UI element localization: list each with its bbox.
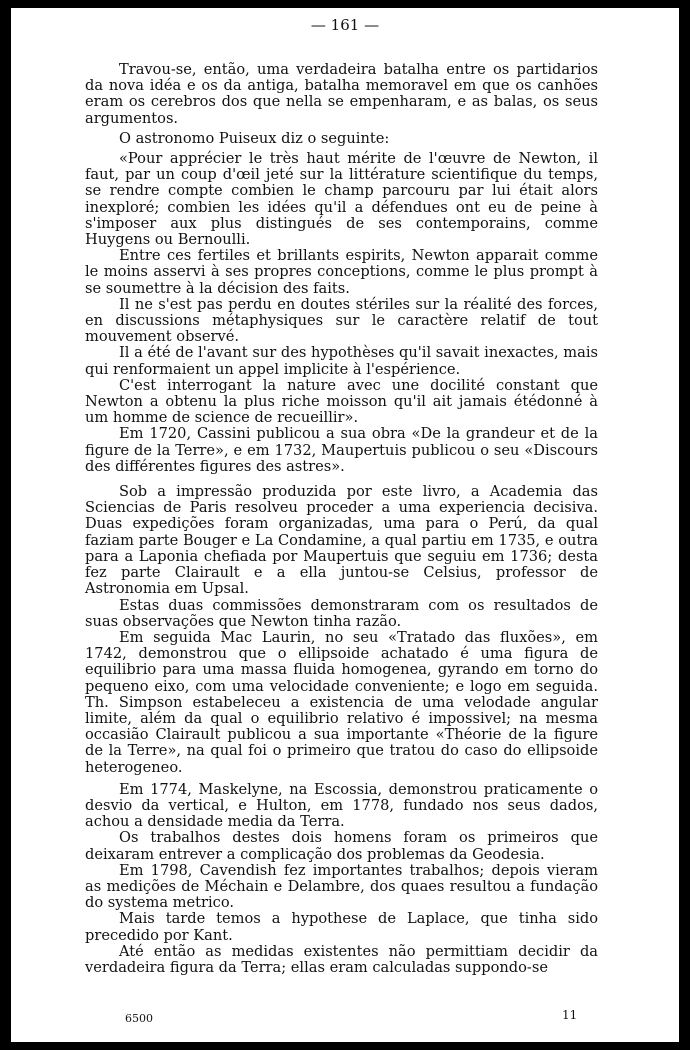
paragraph-11: Em seguida Mac Laurin, no seu «Tratado das fluxões», em 1742, demonstrou que o ellipsoide achatado é uma figura de equilibrio para uma massa fluida homogenea, gyrando em torno do pequeno eixo, com uma velocidade conveniente; e logo em seguida. Th. Simpson estabeleceu a existencia de uma velodade angular limite, além da qual o equilibrio relativo é impossivel; na mesma occasião Clairault publicou a sua importante «Théorie de la figure de la Terre», na qual foi o primeiro que tratou do caso do ellipsoide heterogeneo. bbox=[85, 628, 598, 776]
paragraph-9: Sob a impressão produzida por este livro, a Academia das Sciencias de Paris resolveu proceder a uma experiencia decisiva. Duas expedições foram organizadas, uma para o Perú, da qual faziam parte Bouger e La Condamine, a qual partiu em 1735, e outra para a Laponia chefiada por Maupertuis que seguiu em 1736; desta fez parte Clairault e a ella juntou-se Celsius, professor de Astronomia em Upsal. bbox=[85, 483, 598, 598]
paragraph-12: Em 1774, Maskelyne, na Escossia, demonstrou praticamente o desvio da vertical, e Hulton, em 1778, fundado nos seus dados, achou a densidade media da Terra. bbox=[85, 780, 598, 831]
paragraph-10: Estas duas commissões demonstraram com os resultados de suas observações que Newton tinha razão. bbox=[85, 596, 598, 630]
paragraph-7: C'est interrogant la nature avec une docilité constant que Newton a obtenu la plus riche moisson qu'il ait jamais étédonné à um homme de science de recueillir». bbox=[85, 376, 598, 427]
paragraph-4: Entre ces fertiles et brillants espirits, Newton apparait comme le moins asservi à ses propres conceptions, comme le plus prompt à se soumettre à la décision des faits. bbox=[85, 247, 598, 297]
sheet-number: 11 bbox=[562, 1008, 578, 1022]
printer-signature: 6500 bbox=[125, 1012, 153, 1025]
paragraph-6: Il a été de l'avant sur des hypothèses qu'il savait inexactes, mais qui renformaient un appel implicite à l'espérience. bbox=[85, 344, 598, 378]
paragraph-8: Em 1720, Cassini publicou a sua obra «De la grandeur et de la figure de la Terre», e em 1732, Maupertuis publicou o seu «Discours des différentes figures des astres». bbox=[85, 425, 598, 475]
paragraph-1: Travou-se, então, uma verdadeira batalha entre os partidarios da nova idéa e os da antiga, batalha memoravel em que os canhões eram os cerebros dos que nella se empenharam, e as balas, os seus argumentos. bbox=[85, 61, 598, 127]
paragraph-5: Il ne s'est pas perdu en doutes stériles sur la réalité des forces, en discussions métaphysiques sur le caractère relatif de tout mouvement observé. bbox=[85, 295, 598, 346]
paragraph-14: Em 1798, Cavendish fez importantes trabalhos; depois vieram as medições de Méchain e Delambre, dos quaes resultou a fundação do systema metrico. bbox=[85, 861, 598, 912]
paragraph-3: «Pour apprécier le très haut mérite de l'œuvre de Newton, il faut, par un coup d'œil jeté sur la littérature scientifique du temps, se rendre compte combien le champ parcouru par lui était alors inexploré; combien les idées qu'il a défendues ont eu de peine à s'imposer aux plus distingués de ses contemporains, comme Huygens ou Bernoulli. bbox=[85, 150, 598, 249]
paragraph-16: Até então as medidas existentes não permittiam decidir da verdadeira figura da Terra; ellas eram calculadas suppondo-se bbox=[85, 942, 598, 976]
page-number: — 161 — bbox=[310, 16, 380, 34]
paragraph-13: Os trabalhos destes dois homens foram os primeiros que deixaram entrever a complicação dos problemas da Geodesia. bbox=[85, 829, 598, 863]
paragraph-15: Mais tarde temos a hypothese de Laplace, que tinha sido precedido por Kant. bbox=[85, 910, 598, 944]
paragraph-2: O astronomo Puiseux diz o seguinte: bbox=[119, 129, 390, 147]
body-text bbox=[85, 62, 598, 976]
page bbox=[11, 8, 679, 1042]
